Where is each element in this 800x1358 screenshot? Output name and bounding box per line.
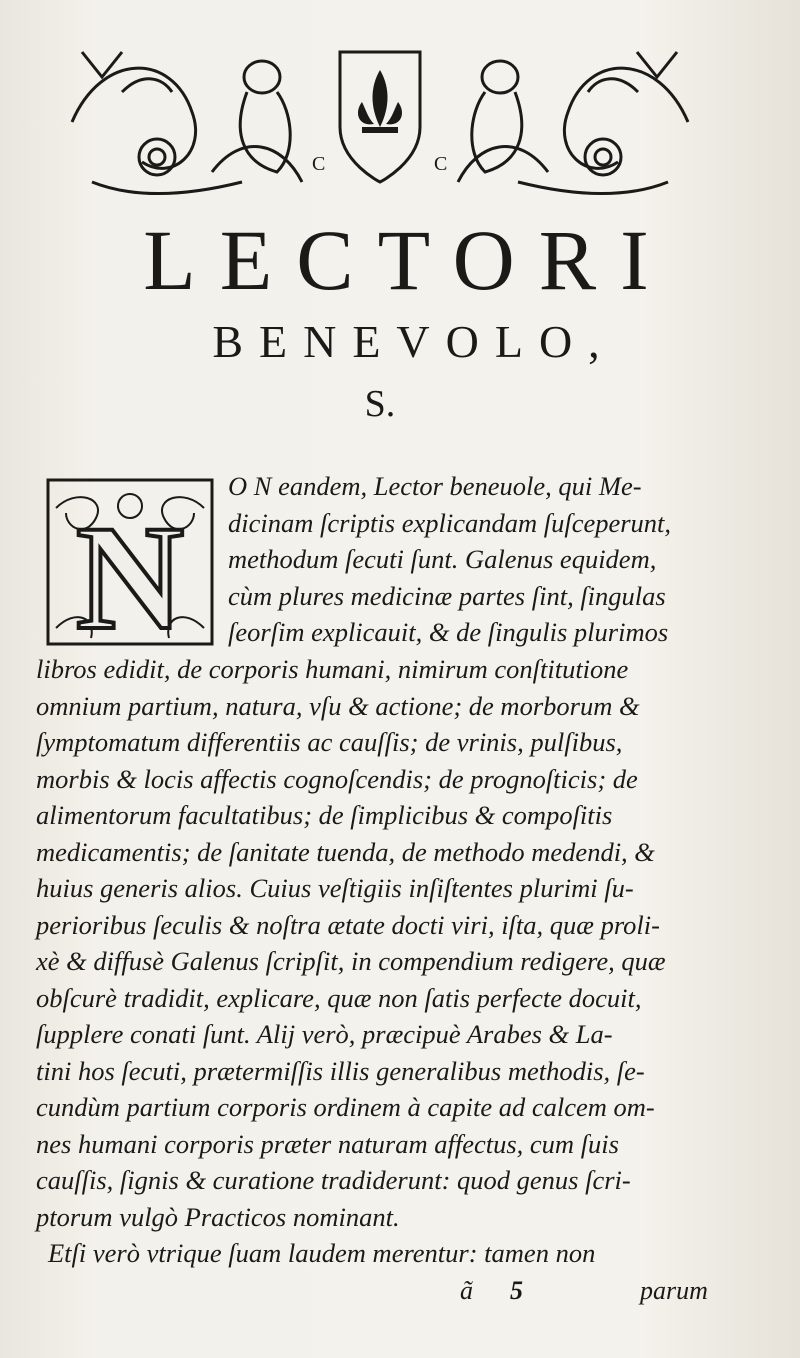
text-line: huius generis alios. Cuius veſtigiis inſiſtentes plurimi ſu- [36, 873, 634, 903]
signature-mark: ã [460, 1276, 473, 1305]
paragraph-full-lines [36, 651, 726, 1272]
text-line: obſcurè tradidit, explicare, quæ non ſatis perfecte docuit, [36, 982, 642, 1013]
ornamental-headpiece [62, 32, 698, 202]
text-line: ptorum vulgò Practicos nominant. [36, 1201, 400, 1232]
text-line: cùm plures medicinæ partes ſint, ſingulas [228, 580, 666, 611]
text-line: xè & diffusè Galenus ſcripſit, in compendium redigere, quæ [36, 946, 666, 976]
text-line: omnium partium, natura, vſu & actione; de morborum & [36, 690, 640, 721]
headpiece-letter-2: C [434, 153, 448, 175]
text-line: morbis & locis affectis cognoſcendis; de prognoſticis; de [36, 763, 638, 794]
text-line: Etſi verò vtrique ſuam laudem merentur: tamen non [48, 1238, 596, 1268]
text-line: ſeorſim explicauit, & de ſingulis plurimos [228, 617, 669, 647]
text-line: cauſſis, ſignis & curatione tradiderunt: quod genus ſcri- [36, 1165, 631, 1195]
text-line: alimentorum facultatibus; de ſimplicibus & compoſitis [36, 800, 613, 830]
text-line: dicinam ſcriptis explicandam ſuſceperunt, [228, 507, 672, 538]
page-subtitle: BENEVOLO, [212, 316, 616, 367]
text-line: medicamentis; de ſanitate tuenda, de methodo medendi, & [36, 836, 655, 867]
signature-number: 5 [510, 1276, 523, 1305]
text-line: ſymptomatum differentiis ac cauſſis; de vrinis, pulſibus, [36, 727, 623, 757]
salutation: S. [364, 383, 396, 425]
decorated-initial [46, 478, 214, 646]
text-line: cundùm partium corporis ordinem à capite ad calcem om- [36, 1092, 655, 1122]
text-line: methodum ſecuti ſunt. Galenus equidem, [228, 544, 657, 574]
page-title: LECTORI [143, 212, 673, 308]
text-line: nes humani corporis præter naturam affectus, cum ſuis [36, 1128, 619, 1159]
text-line: perioribus ſeculis & noſtra ætate docti viri, iſta, quæ proli- [36, 909, 660, 940]
text-line: ſupplere conati ſunt. Alij verò, præcipuè Arabes & La- [36, 1019, 613, 1049]
text-line: tini hos ſecuti, prætermiſſis illis generalibus methodis, ſe- [36, 1055, 645, 1086]
text-line: O N eandem, Lector beneuole, qui Me- [228, 471, 642, 501]
headpiece-letter-1: C [312, 153, 326, 175]
initial-letter: N [75, 495, 185, 646]
catchword: parum [640, 1276, 708, 1305]
page-footer [0, 1276, 800, 1316]
paragraph-indented-lines [228, 468, 728, 651]
text-line: libros edidit, de corporis humani, nimirum conſtitutione [36, 654, 629, 684]
